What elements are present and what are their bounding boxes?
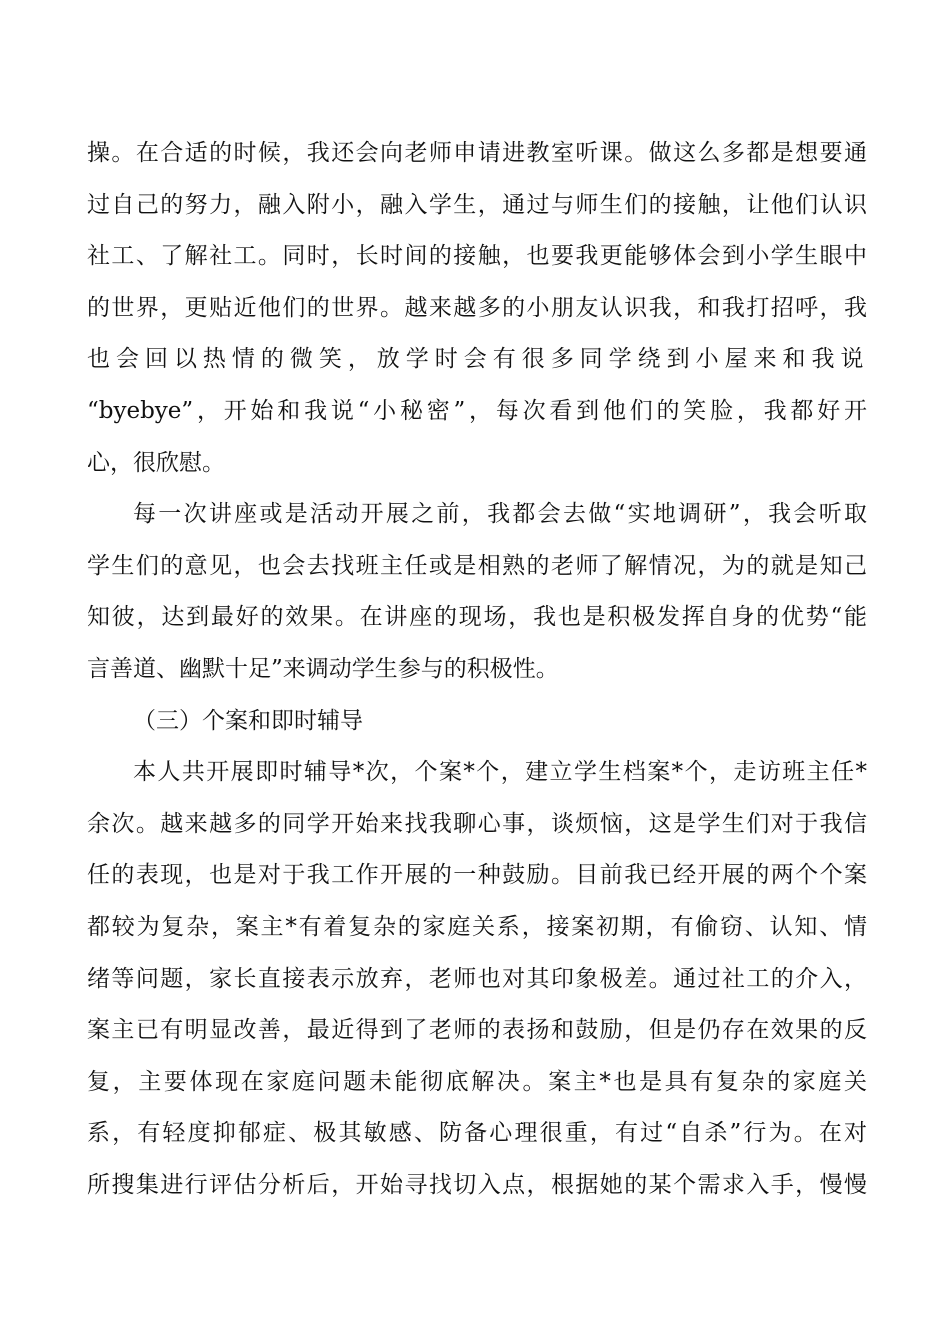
text-line: 心，很欣慰。 (87, 449, 225, 476)
section-heading (87, 696, 867, 748)
text-line: “byebye”，开始和我说“小秘密”，每次看到他们的笑脸，我都好开 (87, 397, 867, 424)
text-line: 知彼，达到最好的效果。在讲座的现场，我也是积极发挥自身的优势“能 (87, 604, 867, 631)
text-line: 本人共开展即时辅导*次，个案*个，建立学生档案*个，走访班主任* (133, 759, 867, 786)
section-heading-text: （三）个案和即时辅导 (133, 707, 363, 734)
text-line: 言善道、幽默十足”来调动学生参与的积极性。 (87, 655, 559, 682)
text-line: 复，主要体现在家庭问题未能彻底解决。案主*也是具有复杂的家庭关 (87, 1068, 867, 1095)
text-line: 案主已有明显改善，最近得到了老师的表扬和鼓励，但是仍存在效果的反 (87, 1017, 867, 1044)
document-body (87, 128, 867, 1211)
text-line: 社工、了解社工。同时，长时间的接触，也要我更能够体会到小学生眼中 (87, 243, 867, 270)
text-line: 学生们的意见，也会去找班主任或是相熟的老师了解情况，为的就是知己 (87, 552, 867, 579)
paragraph-1 (87, 128, 867, 489)
text-line: 都较为复杂，案主*有着复杂的家庭关系，接案初期，有偷窃、认知、情 (87, 913, 867, 940)
text-line: 也会回以热情的微笑，放学时会有很多同学绕到小屋来和我说 (87, 346, 867, 373)
text-line: 余次。越来越多的同学开始来找我聊心事，谈烦恼，这是学生们对于我信 (87, 810, 867, 837)
paragraph-2 (87, 489, 867, 695)
text-line: 任的表现，也是对于我工作开展的一种鼓励。目前我已经开展的两个个案 (87, 862, 867, 889)
text-line: 过自己的努力，融入附小，融入学生，通过与师生们的接触，让他们认识 (87, 191, 867, 218)
text-line: 的世界，更贴近他们的世界。越来越多的小朋友认识我，和我打招呼，我 (87, 294, 867, 321)
text-line: 所搜集进行评估分析后，开始寻找切入点，根据她的某个需求入手，慢慢 (87, 1171, 867, 1198)
text-line: 系，有轻度抑郁症、极其敏感、防备心理很重，有过“自杀”行为。在对 (87, 1120, 867, 1147)
paragraph-3 (87, 747, 867, 1211)
text-line: 操。在合适的时候，我还会向老师申请进教室听课。做这么多都是想要通 (87, 140, 867, 166)
text-line: 绪等问题，家长直接表示放弃，老师也对其印象极差。通过社工的介入， (87, 965, 867, 992)
text-line: 每一次讲座或是活动开展之前，我都会去做“实地调研”，我会听取 (133, 501, 867, 528)
